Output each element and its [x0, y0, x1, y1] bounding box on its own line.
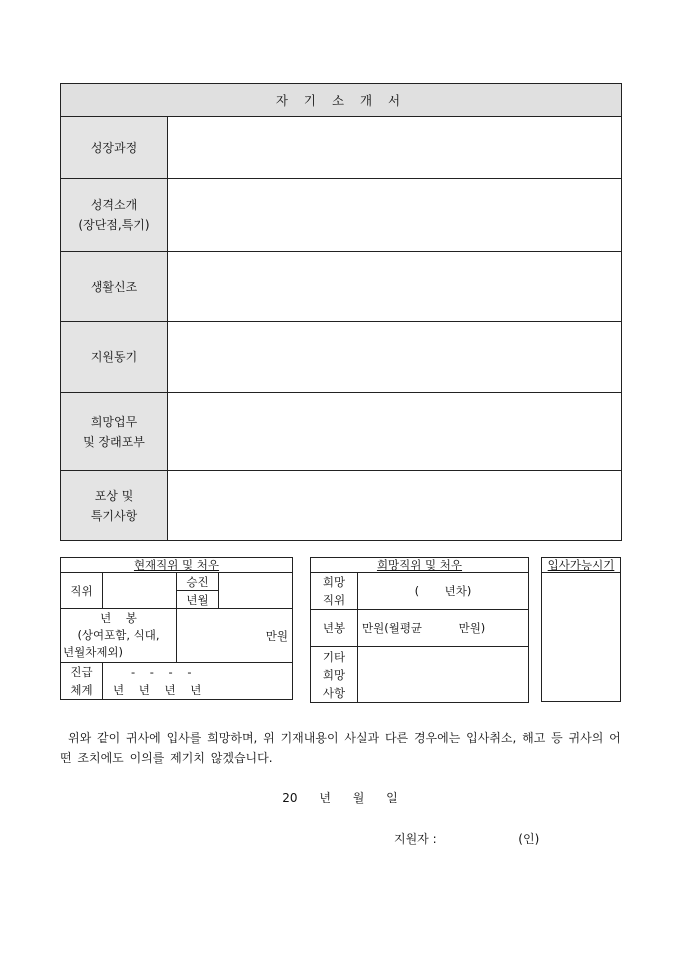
career-label-line: 체계	[70, 683, 93, 697]
declaration-sentence: 위와 같이 귀사에 입사를 희망하며, 위 기재내용이 사실과 다른 경우에는 입사취소, 해고 등 귀사의 어떤 조치에도 이의를 제기치 않겠습니다.	[60, 731, 621, 765]
label-line: 직위	[322, 593, 346, 607]
row-label-growth	[61, 117, 168, 179]
desired-position-table	[310, 557, 529, 703]
row-label-text: 포상 및	[94, 488, 134, 503]
promotion-label-1: 승진	[177, 573, 219, 591]
declaration-text	[60, 728, 622, 768]
motto-field[interactable]	[168, 252, 622, 322]
aspiration-field[interactable]	[168, 393, 622, 471]
career-dashes: - - - -	[131, 665, 192, 679]
row-label-text: 특기사항	[90, 508, 138, 523]
career-label	[61, 663, 103, 700]
row-label-text: 희망업무	[90, 414, 138, 429]
desired-salary-label: 년봉	[311, 610, 358, 647]
available-date-header: 입사가능시기	[542, 558, 621, 573]
growth-field[interactable]	[168, 117, 622, 179]
self-introduction-table	[60, 83, 622, 541]
salary-label-line: (상여포함, 식대,	[77, 628, 160, 642]
row-label-awards	[61, 471, 168, 541]
motivation-field[interactable]	[168, 322, 622, 393]
salary-label	[61, 609, 177, 663]
desired-salary-field[interactable]: 만원(월평균 만원)	[358, 610, 529, 647]
current-position-header: 현재직위 및 처우	[61, 558, 293, 573]
career-system-field[interactable]	[103, 663, 293, 700]
awards-field[interactable]	[168, 471, 622, 541]
promotion-date-field[interactable]	[219, 573, 293, 609]
applicant-label: 지원자 :	[394, 832, 437, 846]
date-line	[0, 789, 680, 806]
row-label-text: 성장과정	[90, 140, 138, 155]
personality-field[interactable]	[168, 179, 622, 252]
row-label-motto	[61, 252, 168, 322]
label-line: 희망	[322, 575, 346, 589]
signature-line	[394, 830, 539, 847]
date-day-label: 일	[386, 791, 398, 805]
desired-position-label	[311, 573, 358, 610]
career-label-line: 진급	[70, 665, 93, 679]
desired-position-field[interactable]: ( 년차)	[358, 573, 529, 610]
row-label-aspiration	[61, 393, 168, 471]
other-wishes-field[interactable]	[358, 647, 529, 703]
label-line: 기타	[322, 649, 346, 664]
row-label-motivation	[61, 322, 168, 393]
row-label-text: 및 장래포부	[83, 434, 145, 449]
row-label-text: 성격소개	[90, 198, 138, 212]
row-label-text: 지원동기	[90, 350, 138, 364]
row-label-text: 생활신조	[90, 279, 138, 294]
salary-label-line: 년 봉	[100, 611, 137, 625]
salary-label-line: 년월차제외)	[63, 645, 124, 659]
other-wishes-label	[311, 647, 358, 703]
date-year: 20	[282, 791, 298, 805]
row-label-personality	[61, 179, 168, 252]
date-month-label: 월	[352, 791, 365, 805]
desired-position-header: 희망직위 및 처우	[311, 558, 529, 573]
salary-unit[interactable]: 만원	[177, 609, 293, 663]
row-label-text: (장단점,특기)	[78, 218, 150, 232]
current-position-table	[60, 557, 293, 700]
form-title: 자 기 소 개 서	[61, 84, 622, 117]
label-line: 사항	[322, 685, 346, 700]
available-date-table	[541, 557, 621, 702]
position-label: 직위	[61, 573, 103, 609]
career-years: 년 년 년 년	[113, 683, 202, 697]
available-date-field[interactable]	[542, 573, 621, 702]
date-year-label: 년	[319, 791, 331, 805]
seal-mark: (인)	[518, 832, 540, 846]
label-line: 희망	[322, 667, 346, 682]
current-position-field[interactable]	[103, 573, 177, 609]
promotion-label-2: 년월	[177, 591, 219, 609]
